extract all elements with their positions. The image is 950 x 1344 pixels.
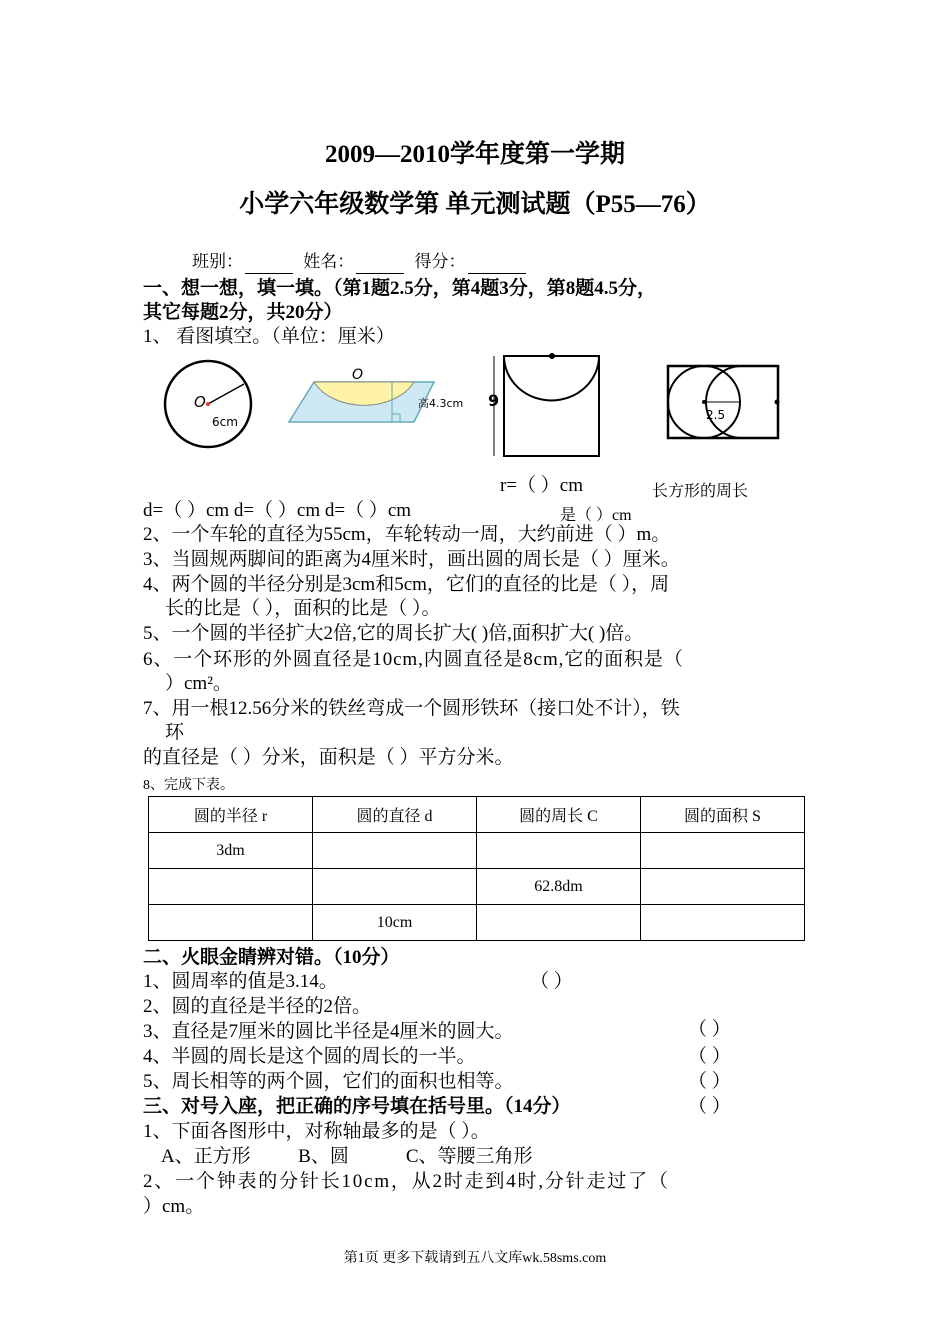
choice-question-2-cont: ）cm。 xyxy=(143,1196,205,1217)
table-cell[interactable] xyxy=(641,905,805,941)
table-header: 圆的直径 d xyxy=(313,797,477,833)
diameter-answers: d=（ ）cm d=（ ）cm d=（ ）cm xyxy=(143,500,412,521)
fig1-radius-label: 6cm xyxy=(212,415,238,429)
table-cell[interactable] xyxy=(477,833,641,869)
question-6: 6、一个环形的外圆直径是10cm,内圆直径是8cm,它的面积是（ xyxy=(143,649,684,670)
table-row xyxy=(149,905,805,941)
page-footer: 第1页 更多下载请到五八文库wk.58sms.com xyxy=(343,1251,607,1266)
table-cell[interactable] xyxy=(313,833,477,869)
page-title: 2009—2010学年度第一学期 xyxy=(324,141,625,168)
figure-square-semicircle xyxy=(484,352,614,462)
section2-heading: 二、火眼金睛辨对错。（10分） xyxy=(143,947,400,968)
choice-question-1: 1、下面各图形中，对称轴最多的是（ ）。 xyxy=(143,1121,490,1142)
fig3-side-label: 9 xyxy=(488,391,500,410)
table-row xyxy=(149,869,805,905)
table-cell[interactable] xyxy=(149,905,313,941)
table-cell[interactable]: 10cm xyxy=(313,905,477,941)
fig2-center-label: O xyxy=(352,367,364,383)
table-cell[interactable] xyxy=(641,869,805,905)
question-2: 2、一个车轮的直径为55cm，车轮转动一周，大约前进（ ）m。 xyxy=(143,524,671,545)
fig2-height-label: 高4.3cm xyxy=(418,397,464,410)
table-cell[interactable]: 62.8dm xyxy=(477,869,641,905)
table-header: 圆的周长 C xyxy=(477,797,641,833)
section3-heading: 三、对号入座，把正确的序号填在括号里。（14分） xyxy=(143,1096,571,1117)
figure-semicircle-trapezoid xyxy=(284,362,474,432)
table-cell[interactable] xyxy=(149,869,313,905)
class-label: 班别： xyxy=(192,252,243,271)
judge-bracket-1[interactable]: （ ） xyxy=(530,971,573,992)
table-header-row xyxy=(149,797,805,833)
judge-item-3: 3、直径是7厘米的圆比半径是4厘米的圆大。 xyxy=(143,1021,514,1042)
name-label: 姓名： xyxy=(303,252,355,271)
fig4-radius-label: 2.5 xyxy=(706,408,726,422)
table-cell[interactable] xyxy=(313,869,477,905)
choice-question-2: 2、一个钟表的分针长10cm，从2时走到4时,分针走过了（ xyxy=(143,1171,670,1192)
judge-item-4: 4、半圆的周长是这个圆的周长的一半。 xyxy=(143,1046,476,1067)
question-6-cont: ）cm²。 xyxy=(165,673,232,694)
question-8: 8、完成下表。 xyxy=(143,778,234,793)
question-7: 7、用一根12.56分米的铁丝弯成一个圆形铁环（接口处不计），铁 xyxy=(143,698,680,719)
circle-table xyxy=(148,796,805,941)
question-4: 4、两个圆的半径分别是3cm和5cm，它们的直径的比是（ ），周 xyxy=(143,574,670,595)
score-label: 得分： xyxy=(414,252,466,271)
score-blank[interactable] xyxy=(468,255,526,274)
figure-circle-radius xyxy=(160,356,260,456)
table-cell[interactable]: 3dm xyxy=(149,833,313,869)
question-7-cont2: 的直径是（ ）分米，面积是（ ）平方分米。 xyxy=(143,747,514,768)
question-3: 3、当圆规两脚间的距离为4厘米时，画出圆的周长是（ ）厘米。 xyxy=(143,549,680,570)
question-1: 1、 看图填空。（单位：厘米） xyxy=(143,326,395,347)
table-cell[interactable] xyxy=(477,905,641,941)
judge-bracket-5[interactable]: （ ） xyxy=(688,1071,731,1092)
fig1-center-label: O xyxy=(194,393,206,411)
rect-perimeter-answer: 是（ ）cm xyxy=(560,507,632,524)
figure-rectangle-circles xyxy=(664,362,794,442)
judge-bracket-4[interactable]: （ ） xyxy=(688,1046,731,1067)
student-info-line xyxy=(192,250,532,274)
section1-heading-cont: 其它每题2分，共20分） xyxy=(143,302,343,323)
radius-answer: r=（ ）cm xyxy=(500,475,584,496)
section1-heading: 一、想一想，填一填。（第1题2.5分，第4题3分，第8题4.5分， xyxy=(143,278,657,299)
question-4-cont: 长的比是（ ），面积的比是（ ）。 xyxy=(165,598,441,619)
table-header: 圆的半径 r xyxy=(149,797,313,833)
choice-question-1-options: A、正方形 B、圆 C、等腰三角形 xyxy=(143,1146,533,1167)
class-blank[interactable] xyxy=(245,255,293,274)
judge-bracket-3[interactable]: （ ） xyxy=(688,1019,731,1040)
judge-item-1: 1、圆周率的值是3.14。 xyxy=(143,971,338,992)
question-5: 5、一个圆的半径扩大2倍,它的周长扩大( )倍,面积扩大( )倍。 xyxy=(143,623,644,644)
rect-perimeter-label: 长方形的周长 xyxy=(652,483,749,500)
table-row xyxy=(149,833,805,869)
judge-item-5: 5、周长相等的两个圆，它们的面积也相等。 xyxy=(143,1071,514,1092)
table-header: 圆的面积 S xyxy=(641,797,805,833)
judge-item-2: 2、圆的直径是半径的2倍。 xyxy=(143,996,372,1017)
table-cell[interactable] xyxy=(641,833,805,869)
section3-heading-bracket[interactable]: （ ） xyxy=(688,1096,731,1117)
question-7-cont: 环 xyxy=(165,722,185,743)
name-blank[interactable] xyxy=(356,255,404,274)
page-subtitle: 小学六年级数学第 单元测试题（P55—76） xyxy=(239,191,711,218)
